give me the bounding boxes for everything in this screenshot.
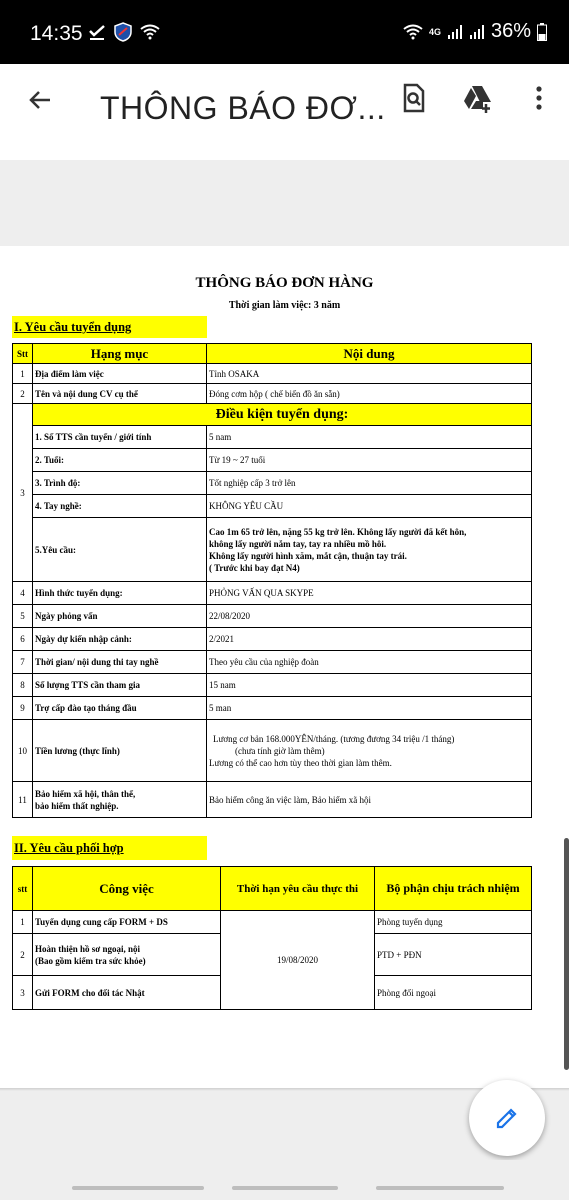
- row-stt: 2: [13, 384, 33, 404]
- table-header-row: [13, 867, 532, 911]
- row-stt: 4: [13, 582, 33, 605]
- row-stt: 11: [13, 782, 33, 818]
- row-item: 5.Yêu cầu:: [33, 518, 207, 582]
- table-header-row: [13, 344, 532, 364]
- coordination-table: [12, 866, 532, 1010]
- header-stt: stt: [13, 867, 33, 911]
- table-row: [13, 674, 532, 697]
- document-page: [0, 246, 569, 1088]
- nav-gesture-pill-center[interactable]: [232, 1186, 338, 1190]
- row-item: Số lượng TTS cần tham gia: [33, 674, 207, 697]
- row-department: Phòng tuyển dụng: [375, 911, 532, 934]
- row-content: Theo yêu cầu của nghiệp đoàn: [207, 651, 532, 674]
- row-item: [33, 782, 207, 818]
- clock: 14:35: [30, 22, 83, 45]
- work-line: Hoàn thiện hồ sơ ngoại, nội: [35, 943, 141, 954]
- header-item: Hạng mục: [33, 344, 207, 364]
- header-stt: Stt: [13, 344, 33, 364]
- salary-line: Lương có thể cao hơn tùy theo thời gian làm thêm.: [209, 757, 392, 768]
- doc-heading: THÔNG BÁO ĐƠN HÀNG: [195, 275, 374, 291]
- row-content: 5 man: [207, 697, 532, 720]
- viewer-background: [0, 160, 569, 246]
- back-arrow-icon[interactable]: [24, 84, 56, 116]
- header-content: Nội dung: [207, 344, 532, 364]
- table-row: [13, 426, 532, 449]
- requirement-line: ( Trước khi bay đạt N4): [209, 562, 300, 573]
- shield-icon: [114, 22, 132, 42]
- row-item: Trợ cấp đào tạo tháng đầu: [33, 697, 207, 720]
- signal-strength-icon-1: [447, 24, 463, 40]
- table-row: [13, 384, 532, 404]
- row-stt: 2: [13, 934, 33, 976]
- row-department: PTD + PĐN: [375, 934, 532, 976]
- work-line: (Bao gồm kiểm tra sức khỏe): [35, 955, 146, 966]
- row-item: Thời gian/ nội dung thi tay nghề: [33, 651, 207, 674]
- wifi-calling-icon: [403, 24, 423, 40]
- table-row: [13, 628, 532, 651]
- insurance-line: Bảo hiểm xã hội, thân thể,: [35, 788, 136, 799]
- app-bar: [0, 64, 569, 161]
- row-item: Ngày dự kiến nhập cảnh:: [33, 628, 207, 651]
- find-in-page-icon[interactable]: [397, 82, 429, 114]
- edit-fab-button[interactable]: [469, 1080, 545, 1156]
- row-item: 4. Tay nghề:: [33, 495, 207, 518]
- table-row: [13, 651, 532, 674]
- table-row: [13, 495, 532, 518]
- salary-line: (chưa tính giờ làm thêm): [235, 745, 325, 756]
- row-content: Bảo hiểm công ăn việc làm, Bảo hiểm xã hội: [207, 782, 532, 818]
- table-row: [13, 720, 532, 782]
- row-content: PHỎNG VẤN QUA SKYPE: [207, 582, 532, 605]
- row-stt: 3: [13, 404, 33, 582]
- row-work: Tuyển dụng cung cấp FORM + DS: [33, 911, 221, 934]
- nav-gesture-pill-left[interactable]: [72, 1186, 204, 1190]
- header-department: Bộ phận chịu trách nhiệm: [375, 867, 532, 911]
- edit-pencil-icon: [495, 1106, 519, 1130]
- row-stt: 3: [13, 976, 33, 1010]
- row-content: 22/08/2020: [207, 605, 532, 628]
- battery-percent: 36%: [490, 20, 531, 42]
- row-item: Tên và nội dung CV cụ thể: [33, 384, 207, 404]
- row-content: 5 nam: [207, 426, 532, 449]
- row-item: 1. Số TTS cần tuyển / giới tính: [33, 426, 207, 449]
- add-to-drive-icon[interactable]: [462, 82, 494, 114]
- row-item: 3. Trình độ:: [33, 472, 207, 495]
- row-work: Gửi FORM cho đối tác Nhật: [33, 976, 221, 1010]
- row-department: Phòng đối ngoại: [375, 976, 532, 1010]
- row-stt: 5: [13, 605, 33, 628]
- requirement-line: không lấy người nắm tay, tay ra nhiều mồ hôi.: [209, 538, 387, 549]
- table-row: [13, 782, 532, 818]
- row-content: KHÔNG YÊU CẦU: [207, 495, 532, 518]
- section-1-heading: I. Yêu cầu tuyển dụng: [12, 316, 207, 338]
- table-row: [13, 472, 532, 495]
- wifi-icon: [140, 24, 160, 40]
- table-row: [13, 449, 532, 472]
- row-item: Ngày phỏng vấn: [33, 605, 207, 628]
- row-deadline: 19/08/2020: [221, 911, 375, 1010]
- row-content: [207, 720, 532, 782]
- nav-gesture-pill-right[interactable]: [376, 1186, 504, 1190]
- row-item: Hình thức tuyển dụng:: [33, 582, 207, 605]
- table-row: [13, 605, 532, 628]
- doc-subheading: Thời gian làm việc: 3 năm: [228, 300, 341, 311]
- download-done-icon: [88, 23, 106, 41]
- row-item: 2. Tuổi:: [33, 449, 207, 472]
- header-work: Công việc: [33, 867, 221, 911]
- row-item: Địa điểm làm việc: [33, 364, 207, 384]
- requirement-line: Không lấy người hình xăm, mắt cận, thuận tay trái.: [209, 550, 407, 561]
- battery-icon: [537, 23, 547, 41]
- row-content: Tỉnh OSAKA: [207, 364, 532, 384]
- table-row: [13, 697, 532, 720]
- table-row: [13, 518, 532, 582]
- row-stt: 8: [13, 674, 33, 697]
- row-work: [33, 934, 221, 976]
- status-bar: [0, 0, 569, 64]
- row-content: Tốt nghiệp cấp 3 trở lên: [207, 472, 532, 495]
- row-stt: 9: [13, 697, 33, 720]
- salary-line: Lương cơ bản 168.000YÊN/tháng. (tương đương 34 triệu /1 tháng): [213, 733, 455, 744]
- row-stt: 7: [13, 651, 33, 674]
- document-title: THÔNG BÁO ĐƠ...: [100, 90, 386, 126]
- row-item: Tiền lương (thực lĩnh): [33, 720, 207, 782]
- status-icons-left: [88, 22, 160, 42]
- table-row: [13, 582, 532, 605]
- table-row: [13, 404, 532, 426]
- network-type-label: 4G: [428, 26, 441, 37]
- conditions-subheader: Điều kiện tuyển dụng:: [33, 404, 532, 426]
- section-2-heading: II. Yêu cầu phối hợp: [12, 836, 207, 860]
- row-content: Từ 19 ~ 27 tuổi: [207, 449, 532, 472]
- row-content: 15 nam: [207, 674, 532, 697]
- row-content: Đóng cơm hộp ( chế biến đồ ăn sẵn): [207, 384, 532, 404]
- row-stt: 6: [13, 628, 33, 651]
- table-row: [13, 364, 532, 384]
- more-vert-icon[interactable]: [523, 82, 555, 114]
- row-stt: 1: [13, 911, 33, 934]
- insurance-line: bảo hiểm thất nghiệp.: [35, 800, 119, 811]
- header-deadline: Thời hạn yêu cầu thực thi: [221, 867, 375, 911]
- requirements-table: [12, 343, 532, 818]
- scrollbar[interactable]: [564, 838, 569, 1070]
- status-icons-right: [403, 20, 547, 43]
- nav-bar: [0, 1160, 569, 1200]
- row-content: 2/2021: [207, 628, 532, 651]
- row-stt: 1: [13, 364, 33, 384]
- row-content: [207, 518, 532, 582]
- table-row: [13, 911, 532, 934]
- requirement-line: Cao 1m 65 trở lên, nặng 55 kg trở lên. Không lấy người đã kết hôn,: [209, 526, 467, 537]
- signal-strength-icon-2: [469, 24, 485, 40]
- row-stt: 10: [13, 720, 33, 782]
